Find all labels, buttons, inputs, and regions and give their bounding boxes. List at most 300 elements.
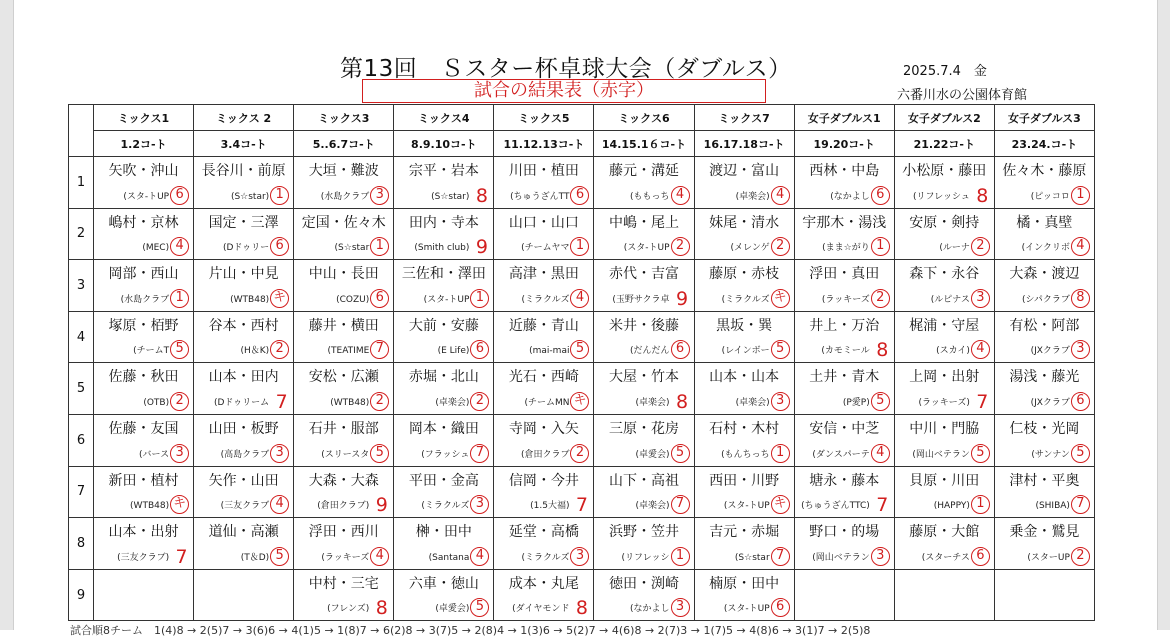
club-name: (インクリボ	[1021, 243, 1070, 254]
circled-rank-mark: 4	[771, 186, 790, 205]
circled-rank-mark: キ	[170, 495, 189, 514]
pair-cell	[794, 363, 894, 415]
pair-cell	[894, 311, 994, 363]
club-name: (WTB48)	[330, 397, 370, 408]
player-names: 徳田・渕崎	[609, 575, 680, 592]
circled-rank-mark: 2	[1071, 547, 1090, 566]
player-names: 大森・渡辺	[1009, 266, 1080, 283]
player-names: 大森・大森	[308, 472, 379, 489]
pair-cell	[494, 157, 594, 209]
player-names: 石井・服部	[308, 420, 379, 437]
player-names: 中村・三宅	[308, 575, 379, 592]
rank-mark: 9	[375, 494, 388, 517]
player-names: 渡辺・富山	[709, 163, 780, 179]
player-names: 定国・佐々木	[301, 214, 386, 231]
circled-rank-mark: 5	[270, 547, 289, 566]
pair-cell	[294, 157, 394, 209]
club-name: (チームMN	[524, 397, 570, 408]
pair-cell	[794, 466, 894, 518]
header-event-2: ミックス 2	[194, 105, 294, 131]
circled-rank-mark: 3	[270, 444, 289, 463]
table-row	[69, 569, 1095, 621]
club-name: (JXクラブ	[1030, 397, 1070, 408]
player-names: 橘・真壁	[1016, 214, 1073, 231]
player-names: 平田・金高	[408, 472, 479, 489]
circled-rank-mark: 3	[1071, 340, 1090, 359]
pair-cell	[494, 208, 594, 260]
club-name: (S☆star	[334, 243, 370, 254]
pair-cell	[794, 311, 894, 363]
club-name: (SHIBA)	[1035, 501, 1070, 512]
player-names: 赤堀・北山	[408, 369, 479, 386]
club-name: (スターチス	[921, 552, 970, 563]
circled-rank-mark: キ	[771, 289, 790, 308]
player-names: 岡部・西山	[108, 266, 179, 283]
pair-cell	[794, 569, 894, 621]
player-names: 安信・中芝	[809, 420, 880, 437]
rank-mark: 7	[275, 390, 288, 413]
circled-rank-mark: 4	[470, 547, 489, 566]
circled-rank-mark: 3	[470, 495, 489, 514]
pair-cell	[394, 414, 494, 466]
player-names: 浮田・西川	[308, 524, 379, 541]
pair-cell	[194, 363, 294, 415]
header-event-10: 女子ダブルス3	[994, 105, 1094, 131]
circled-rank-mark: 6	[671, 340, 690, 359]
circled-rank-mark: 4	[671, 186, 690, 205]
club-name: (スターUP	[1027, 552, 1070, 563]
circled-rank-mark: 5	[370, 444, 389, 463]
circled-rank-mark: 2	[570, 444, 589, 463]
circled-rank-mark: 3	[570, 547, 589, 566]
pair-cell	[94, 208, 194, 260]
table-row	[69, 311, 1095, 363]
rank-mark: 8	[676, 390, 689, 413]
pair-cell	[894, 414, 994, 466]
club-name: (スタ-トUP	[723, 501, 770, 512]
rank-mark: 8	[475, 184, 488, 207]
player-names: 長谷川・前原	[201, 163, 286, 179]
circled-rank-mark: 1	[871, 237, 890, 256]
club-name: (高島クラブ	[220, 449, 270, 460]
pair-cell	[594, 569, 694, 621]
player-names: 川田・植田	[508, 163, 579, 179]
club-name: (COZU)	[336, 294, 370, 305]
header-courts-7: 16.17.18コ-ト	[694, 131, 794, 157]
player-names: 米井・後藤	[609, 317, 680, 334]
pair-cell	[294, 466, 394, 518]
player-names: 藤原・大館	[909, 524, 980, 541]
pair-cell	[194, 466, 294, 518]
rank-mark: 7	[175, 545, 188, 568]
header-courts-5: 11.12.13コ-ト	[494, 131, 594, 157]
club-name: (シパクラブ	[1022, 294, 1070, 305]
circled-rank-mark: 5	[170, 340, 189, 359]
pair-cell	[194, 518, 294, 570]
pair-cell	[94, 260, 194, 312]
player-names: 佐々木・藤原	[1002, 163, 1087, 179]
header-courts-2: 3.4コ-ト	[194, 131, 294, 157]
pair-cell	[94, 363, 194, 415]
circled-rank-mark: 2	[971, 237, 990, 256]
player-names: 西田・川野	[709, 472, 780, 489]
pair-cell	[394, 518, 494, 570]
row-number: 6	[69, 414, 94, 466]
player-names: 吉元・赤堀	[709, 524, 780, 541]
circled-rank-mark: 2	[871, 289, 890, 308]
pair-cell	[494, 414, 594, 466]
pair-cell	[394, 466, 494, 518]
club-name: (ミラクルズ	[721, 294, 770, 305]
rank-mark: 7	[976, 390, 989, 413]
circled-rank-mark: 5	[971, 444, 990, 463]
club-name: (Santana	[428, 552, 470, 563]
club-name: (MEC)	[142, 243, 170, 254]
player-names: 赤代・吉富	[609, 266, 680, 283]
circled-rank-mark: 6	[771, 598, 790, 617]
circled-rank-mark: キ	[771, 495, 790, 514]
circled-rank-mark: 6	[370, 289, 389, 308]
player-names: 野口・的場	[809, 524, 880, 541]
corner-cell	[69, 105, 94, 157]
viewer-right-margin	[1157, 0, 1170, 630]
circled-rank-mark: 3	[170, 444, 189, 463]
player-names: 高津・黒田	[508, 266, 579, 283]
table-row	[69, 363, 1095, 415]
table-row	[69, 157, 1095, 209]
circled-rank-mark: 4	[570, 289, 589, 308]
header-event-4: ミックス4	[394, 105, 494, 131]
header-row-courts	[69, 131, 1095, 157]
results-subtitle: 試合の結果表（赤字）	[362, 79, 766, 103]
player-names: 山本・田内	[208, 369, 279, 386]
player-names: 安松・広瀬	[308, 369, 379, 386]
club-name: (HAPPY)	[933, 501, 970, 512]
circled-rank-mark: 6	[570, 186, 589, 205]
pair-cell	[894, 569, 994, 621]
circled-rank-mark: 7	[771, 547, 790, 566]
header-event-5: ミックス5	[494, 105, 594, 131]
circled-rank-mark: 6	[971, 547, 990, 566]
player-names: 乗金・鷲見	[1009, 524, 1080, 541]
player-names: 矢吹・沖山	[108, 163, 179, 179]
player-names: 宗平・岩本	[408, 163, 479, 179]
header-courts-1: 1.2コ-ト	[94, 131, 194, 157]
circled-rank-mark: 4	[1071, 237, 1090, 256]
player-names: 国定・三澤	[208, 214, 279, 231]
player-names: 津村・平奥	[1009, 472, 1080, 489]
circled-rank-mark: 1	[771, 444, 790, 463]
club-name: (三友クラブ)	[117, 552, 170, 563]
player-names: 藤原・赤枝	[709, 266, 780, 283]
pair-cell	[894, 363, 994, 415]
player-names: 中山・長田	[308, 266, 379, 283]
player-names: 大垣・難波	[308, 163, 379, 179]
header-event-6: ミックス6	[594, 105, 694, 131]
player-names: 近藤・青山	[508, 317, 579, 334]
circled-rank-mark: 2	[771, 237, 790, 256]
table-row	[69, 208, 1095, 260]
player-names: 佐藤・秋田	[108, 369, 179, 386]
pair-cell	[594, 414, 694, 466]
pair-cell	[994, 157, 1094, 209]
circled-rank-mark: 6	[470, 340, 489, 359]
club-name: (ルピナス	[930, 294, 970, 305]
rank-mark: 9	[475, 236, 488, 259]
club-name: (卓愛会)	[635, 449, 670, 460]
circled-rank-mark: 2	[370, 392, 389, 411]
pair-cell	[194, 569, 294, 621]
club-name: (なかよし	[830, 191, 870, 202]
club-name: (ちゅうざんTT	[510, 191, 570, 202]
circled-rank-mark: 5	[871, 392, 890, 411]
header-row-events	[69, 105, 1095, 131]
pair-cell	[594, 466, 694, 518]
pair-cell	[694, 363, 794, 415]
circled-rank-mark: 2	[170, 392, 189, 411]
circled-rank-mark: 1	[570, 237, 589, 256]
player-names: 光石・西崎	[508, 369, 579, 386]
club-name: (チームヤマ	[521, 243, 570, 254]
pair-cell	[294, 518, 394, 570]
pair-cell	[594, 157, 694, 209]
event-date: 2025.7.4 金	[903, 64, 987, 79]
club-name: (スタ-トUP	[123, 191, 170, 202]
player-names: 三原・花房	[609, 420, 680, 437]
pair-cell	[94, 414, 194, 466]
club-name: (WTB48)	[130, 501, 170, 512]
player-names: 宇那木・湯浅	[802, 214, 887, 231]
circled-rank-mark: 4	[170, 237, 189, 256]
player-names: 安原・剣持	[909, 214, 980, 231]
player-names: 新田・植村	[108, 472, 179, 489]
player-names: 信岡・今井	[508, 472, 579, 489]
club-name: (Dドゥリー	[222, 243, 270, 254]
rank-mark: 8	[375, 597, 388, 620]
club-name: (S☆star)	[230, 191, 270, 202]
club-name: (まま☆がり	[822, 243, 870, 254]
rank-mark: 7	[876, 494, 889, 517]
viewer-left-margin	[0, 0, 14, 630]
club-name: (だんだん	[630, 346, 670, 357]
pair-cell	[894, 157, 994, 209]
pair-cell	[994, 311, 1094, 363]
circled-rank-mark: 8	[1071, 289, 1090, 308]
header-event-3: ミックス3	[294, 105, 394, 131]
pair-cell	[694, 260, 794, 312]
header-event-7: ミックス7	[694, 105, 794, 131]
pair-cell	[994, 518, 1094, 570]
club-name: (H＆K)	[240, 346, 270, 357]
club-name: (卓楽会)	[735, 191, 770, 202]
player-names: 大屋・竹本	[609, 369, 680, 386]
pair-cell	[594, 363, 694, 415]
circled-rank-mark: 4	[871, 444, 890, 463]
player-names: 塚原・栢野	[108, 317, 179, 334]
club-name: (ダンスパーテ	[812, 449, 870, 460]
pair-cell	[694, 208, 794, 260]
club-name: (mai-mai	[529, 346, 570, 357]
player-names: 妹尾・清水	[709, 214, 780, 231]
circled-rank-mark: 7	[1071, 495, 1090, 514]
player-names: 山本・出射	[108, 524, 179, 541]
circled-rank-mark: 3	[971, 289, 990, 308]
circled-rank-mark: 4	[370, 547, 389, 566]
club-name: (バース	[139, 449, 170, 460]
circled-rank-mark: 6	[270, 237, 289, 256]
club-name: (P愛P)	[842, 397, 870, 408]
club-name: (卓楽会)	[435, 397, 470, 408]
club-name: (メレンゲ	[730, 243, 770, 254]
club-name: (OTB)	[143, 397, 170, 408]
circled-rank-mark: 1	[170, 289, 189, 308]
pair-cell	[694, 518, 794, 570]
circled-rank-mark: 7	[370, 340, 389, 359]
player-names: 楠原・田中	[709, 575, 780, 592]
pair-cell	[394, 208, 494, 260]
club-name: (卓楽会)	[735, 397, 770, 408]
circled-rank-mark: 1	[671, 547, 690, 566]
player-names: 貝原・川田	[909, 472, 980, 489]
player-names: 六車・徳山	[408, 575, 479, 592]
club-name: (もんちっち	[721, 449, 770, 460]
player-names: 仁枝・光岡	[1009, 420, 1080, 437]
pair-cell	[994, 260, 1094, 312]
pair-cell	[894, 208, 994, 260]
player-names: 上岡・出射	[909, 369, 980, 386]
player-names: 榊・田中	[415, 524, 472, 541]
results-table	[68, 104, 1095, 621]
club-name: (ルーナ	[939, 243, 970, 254]
circled-rank-mark: 7	[470, 444, 489, 463]
club-name: (水島クラブ	[120, 294, 170, 305]
pair-cell	[994, 208, 1094, 260]
club-name: (ミラクルズ	[421, 501, 470, 512]
pair-cell	[494, 311, 594, 363]
row-number: 7	[69, 466, 94, 518]
pair-cell	[394, 569, 494, 621]
table-row	[69, 414, 1095, 466]
club-name: (卓楽会)	[635, 397, 670, 408]
club-name: (倉田クラブ	[520, 449, 570, 460]
pair-cell	[694, 466, 794, 518]
club-name: (ミラクルズ	[521, 294, 570, 305]
pair-cell	[494, 260, 594, 312]
header-courts-4: 8.9.10コ-ト	[394, 131, 494, 157]
circled-rank-mark: 1	[470, 289, 489, 308]
club-name: (倉田クラブ)	[317, 501, 370, 512]
player-names: 藤元・溝延	[609, 163, 680, 179]
club-name: (スタ-トUP	[623, 243, 670, 254]
player-names: 三佐和・澤田	[401, 266, 486, 283]
club-name: (スリースタ	[321, 449, 370, 460]
player-names: 小松原・藤田	[902, 163, 987, 179]
circled-rank-mark: 3	[370, 186, 389, 205]
player-names: 中嶋・尾上	[609, 214, 680, 231]
pair-cell	[294, 311, 394, 363]
club-name: (S☆star)	[431, 191, 470, 202]
header-event-1: ミックス1	[94, 105, 194, 131]
club-name: (ミラクルズ	[521, 552, 570, 563]
club-name: (スタ-トUP	[723, 604, 770, 615]
pair-cell	[594, 208, 694, 260]
club-name: (スカイ)	[936, 346, 970, 357]
pair-cell	[94, 569, 194, 621]
player-names: 浜野・笠井	[609, 524, 680, 541]
pair-cell	[994, 466, 1094, 518]
row-number: 8	[69, 518, 94, 570]
club-name: (サンナン	[1031, 449, 1070, 460]
rank-mark: 8	[575, 597, 589, 620]
circled-rank-mark: 3	[871, 547, 890, 566]
header-courts-6: 14.15.1６コ-ト	[594, 131, 694, 157]
table-row	[69, 466, 1095, 518]
circled-rank-mark: 5	[771, 340, 790, 359]
circled-rank-mark: 2	[671, 237, 690, 256]
pair-cell	[894, 260, 994, 312]
circled-rank-mark: 3	[671, 598, 690, 617]
pair-cell	[494, 518, 594, 570]
club-name: (TEATIME	[327, 346, 370, 357]
pair-cell	[494, 569, 594, 621]
circled-rank-mark: 1	[370, 237, 389, 256]
club-name: (カモミール	[821, 346, 870, 357]
rank-mark: 7	[575, 494, 589, 517]
club-name: (Dドゥリーム	[213, 397, 270, 408]
pair-cell	[294, 208, 394, 260]
player-names: 道仙・高瀬	[208, 524, 279, 541]
club-name: (ピッコロ	[1030, 191, 1070, 202]
pair-cell	[294, 569, 394, 621]
circled-rank-mark: キ	[570, 392, 589, 411]
player-names: 浮田・真田	[809, 266, 880, 283]
player-names: 成本・丸尾	[508, 575, 579, 592]
player-names: 土井・青木	[809, 369, 880, 386]
player-names: 梶浦・守屋	[909, 317, 980, 334]
player-names: 西林・中島	[809, 163, 880, 179]
pair-cell	[694, 414, 794, 466]
header-event-9: 女子ダブルス2	[894, 105, 994, 131]
pair-cell	[194, 157, 294, 209]
club-name: (リフレッシ	[621, 552, 670, 563]
club-name: (岡山ベテラン	[912, 449, 970, 460]
player-names: 佐藤・友国	[108, 420, 179, 437]
pair-cell	[194, 208, 294, 260]
club-name: (玉野サクラ卓	[612, 294, 670, 305]
header-courts-9: 21.22コ-ト	[894, 131, 994, 157]
player-names: 山口・山口	[508, 214, 579, 231]
pair-cell	[94, 157, 194, 209]
player-names: 岡本・織田	[408, 420, 479, 437]
pair-cell	[894, 466, 994, 518]
player-names: 石村・木村	[709, 420, 780, 437]
club-name: (ダイヤモンド	[512, 604, 570, 615]
circled-rank-mark: 2	[470, 392, 489, 411]
header-courts-10: 23.24.コ-ト	[994, 131, 1094, 157]
pair-cell	[794, 260, 894, 312]
pair-cell	[394, 311, 494, 363]
pair-cell	[794, 208, 894, 260]
club-name: (三友クラブ	[220, 501, 270, 512]
player-names: 湯浅・藤光	[1009, 369, 1080, 386]
club-name: (ももっち	[630, 191, 670, 202]
player-names: 寺岡・入矢	[508, 420, 579, 437]
pair-cell	[194, 414, 294, 466]
circled-rank-mark: 5	[570, 340, 589, 359]
club-name: (岡山ベテラン	[812, 552, 870, 563]
pair-cell	[994, 414, 1094, 466]
player-names: 嶋村・京林	[108, 214, 179, 231]
